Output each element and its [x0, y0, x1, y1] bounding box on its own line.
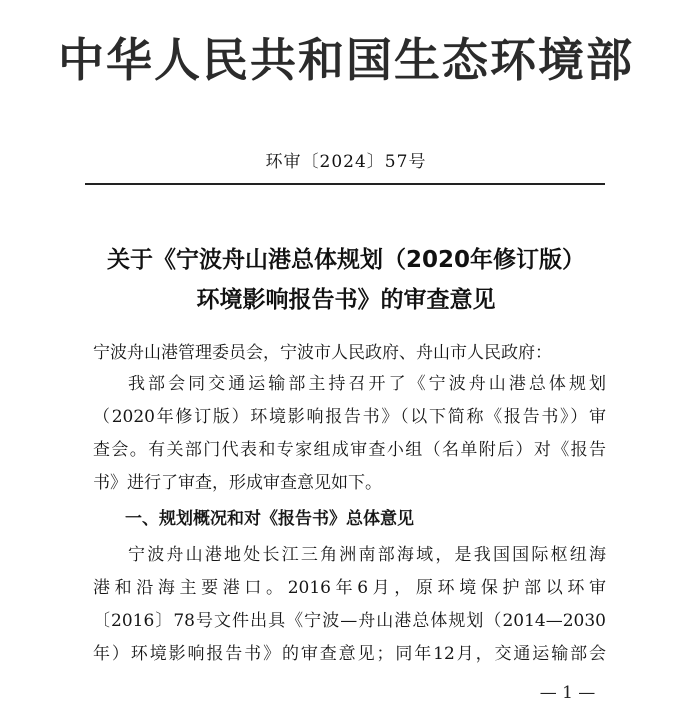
paragraph-2-line-1: 宁波舟山港地处长江三角洲南部海域，是我国国际枢纽海 — [128, 545, 606, 565]
header-divider — [85, 183, 605, 185]
paragraph-1-line-3: 查会。有关部门代表和专家组成审查小组（名单附后）对《报告 — [93, 440, 606, 460]
letterhead-title: 中华人民共和国生态环境部 — [58, 33, 634, 87]
document-title-line-2: 环境影响报告书》的审查意见 — [196, 287, 496, 313]
paragraph-2-line-2: 港和沿海主要港口。2016年6月，原环境保护部以环审 — [93, 578, 606, 598]
page-number: — 1 — — [539, 683, 596, 703]
paragraph-2-line-3: 〔2016〕78号文件出具《宁波—舟山港总体规划（2014—2030 — [93, 611, 606, 631]
addressee: 宁波舟山港管理委员会，宁波市人民政府、舟山市人民政府： — [93, 343, 552, 363]
paragraph-2-line-4: 年）环境影响报告书》的审查意见；同年12月，交通运输部会 — [93, 644, 606, 664]
document-title-line-1: 关于《宁波舟山港总体规划（2020年修订版） — [106, 247, 585, 273]
paragraph-1-line-2: （2020年修订版）环境影响报告书》（以下简称《报告书》）审 — [93, 407, 606, 427]
paragraph-1-line-1: 我部会同交通运输部主持召开了《宁波舟山港总体规划 — [128, 374, 606, 394]
document-number: 环审〔2024〕57号 — [265, 152, 427, 172]
paragraph-1-line-4: 书》进行了审查，形成审查意见如下。 — [93, 473, 382, 493]
section-1-heading: 一、规划概况和对《报告书》总体意见 — [125, 509, 414, 529]
